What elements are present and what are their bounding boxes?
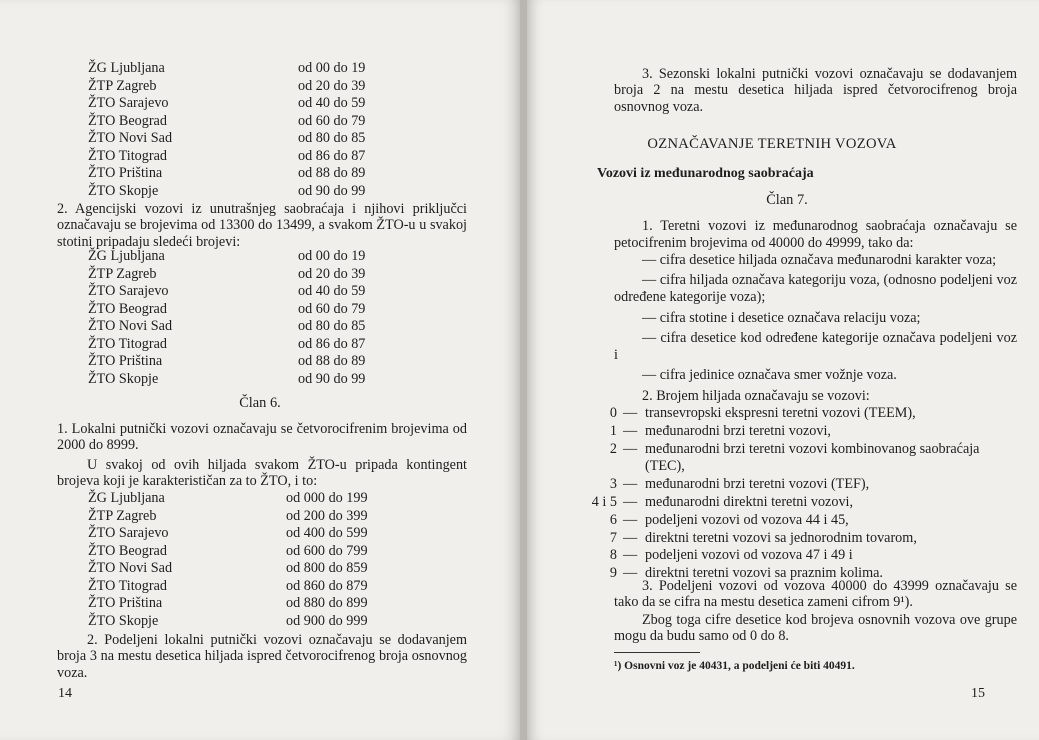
list-item: 1 — međunarodni brzi teretni vozovi, (609, 422, 831, 439)
list-item: 3 — međunarodni brzi teretni vozovi (TEF), (609, 476, 870, 493)
list-item: ŽTO Titograd od 860 do 879 (88, 577, 368, 594)
section-subheading: Vozovi iz međunarodnog saobraćaja (597, 166, 814, 181)
list-item: 9 — direktni teretni vozovi sa praznim kolima. (609, 565, 883, 582)
paragraph-c6-3: 2. Podeljeni lokalni putnički vozovi označavaju se dodavanjem broja 3 na mestu desetica hiljada ispred četvorocifrenog broja osnovnog voza. (57, 632, 467, 681)
list-item: 4 i 5 — međunarodni direktni teretni vozovi, (591, 493, 854, 510)
paragraph-3: 3. Sezonski lokalni putnički vozovi označavaju se dodavanjem broja 2 na mestu desetica hiljada ispred četvorocifrenog broja osnovnog voza. (614, 66, 1017, 115)
list-item: ŽTO Beograd od 600 do 799 (88, 542, 368, 559)
footnote: ¹) Osnovni voz je 40431, a podeljeni će biti 40491. (614, 660, 855, 672)
list-item: 2 — međunarodni brzi teretni vozovi kombinovanog saobraćaja (TEC), (609, 440, 980, 475)
list-item: ŽTP Zagreb od 20 do 39 (88, 77, 366, 94)
right-page (527, 0, 1039, 740)
list-item: ŽTP Zagreb od 200 do 399 (88, 507, 368, 524)
list-item: ŽTO Titograd od 86 do 87 (88, 147, 366, 164)
page-number: 15 (971, 686, 985, 701)
list-item: ŽTO Novi Sad od 80 do 85 (88, 318, 366, 334)
page-number: 14 (58, 686, 72, 701)
dash-item: — cifra jedinice označava smer vožnje voza. (642, 367, 897, 384)
footnote-rule (614, 652, 700, 653)
paragraph-2: 2. Agencijski vozovi iz unutrašnjeg saobraćaja i njihovi priključci označavaju se brojevima od 13300 do 13499, a svakom ŽTO-u u svakoj stotini pripadaju sledeći brojevi: (57, 201, 467, 250)
section-heading: OZNAČAVANJE TERETNIH VOZOVA (647, 136, 897, 152)
list-item: 7 — direktni teretni vozovi sa jednorodnim tovarom, (609, 529, 917, 546)
list-item: ŽG Ljubljana od 00 do 19 (88, 248, 366, 264)
list-item: ŽG Ljubljana od 00 do 19 (88, 60, 366, 76)
dash-item: — cifra desetice kod određene kategorije označava podeljeni voz i (614, 329, 1017, 364)
dash-item: — cifra hiljada označava kategoriju voza, (odnosno podeljeni voz određene kategorije voza); (614, 272, 1017, 306)
list-item: ŽTO Skopje od 90 do 99 (88, 370, 366, 387)
list-item: ŽTO Priština od 88 do 89 (88, 165, 366, 181)
list-item: ŽTO Skopje od 90 do 99 (88, 182, 366, 199)
list-item: ŽTO Priština od 88 do 89 (88, 353, 366, 369)
article-6-heading: Član 6. (239, 395, 281, 411)
list-item: ŽTO Novi Sad od 80 do 85 (88, 130, 366, 146)
list-item: ŽTO Sarajevo od 400 do 599 (88, 525, 368, 541)
dash-list (614, 252, 1017, 387)
list-item: ŽTO Skopje od 900 do 999 (88, 612, 368, 629)
list-item: 6 — podeljeni vozovi od vozova 44 i 45, (609, 511, 849, 528)
paragraph-c7-4: Zbog toga cifre desetice kod brojeva osnovnih vozova ove grupe mogu da budu samo od 0 do 8. (614, 612, 1017, 645)
list-2 (88, 248, 365, 388)
list-item: ŽTO Titograd od 86 do 87 (88, 335, 366, 352)
code-list (581, 405, 1017, 583)
list-item: ŽTO Priština od 880 do 899 (88, 595, 368, 611)
dash-item: — cifra desetice hiljada označava međunarodni karakter voza; (642, 252, 997, 268)
list-item: ŽTO Beograd od 60 do 79 (88, 300, 366, 317)
dash-item: — cifra stotine i desetice označava relaciju voza; (642, 309, 921, 326)
list-3 (88, 490, 368, 630)
list-item: ŽG Ljubljana od 000 do 199 (88, 490, 368, 506)
list-1 (88, 60, 365, 200)
paragraph-c6-2: U svakoj od ovih hiljada svakom ŽTO-u pripada kontingent brojeva koji je karakterističan za to ŽTO, i to: (57, 457, 467, 490)
list-item: ŽTO Beograd od 60 do 79 (88, 112, 366, 129)
list-item: 8 — podeljeni vozovi od vozova 47 i 49 i (609, 547, 853, 564)
paragraph-c7-3: 3. Podeljeni vozovi od vozova 40000 do 43999 označavaju se tako da se cifra na mestu desetica zameni cifrom 9¹). (614, 578, 1017, 611)
list-item: ŽTO Novi Sad od 800 do 859 (88, 560, 368, 576)
list-item: 0 — transevropski ekspresni teretni vozovi (TEEM), (609, 405, 916, 421)
article-7-heading: Član 7. (766, 192, 808, 208)
list-item: ŽTP Zagreb od 20 do 39 (88, 265, 366, 282)
paragraph-c7-1: 1. Teretni vozovi iz međunarodnog saobraćaja označavaju se petocifrenim brojevima od 40000 do 49999, tako da: (614, 218, 1017, 252)
list-item: ŽTO Sarajevo od 40 do 59 (88, 283, 366, 299)
paragraph-c6-1: 1. Lokalni putnički vozovi označavaju se četvorocifrenim brojevima od 2000 do 8999. (57, 421, 467, 454)
paragraph-c7-2: 2. Brojem hiljada označavaju se vozovi: (642, 388, 870, 404)
list-item: ŽTO Sarajevo od 40 do 59 (88, 95, 366, 111)
